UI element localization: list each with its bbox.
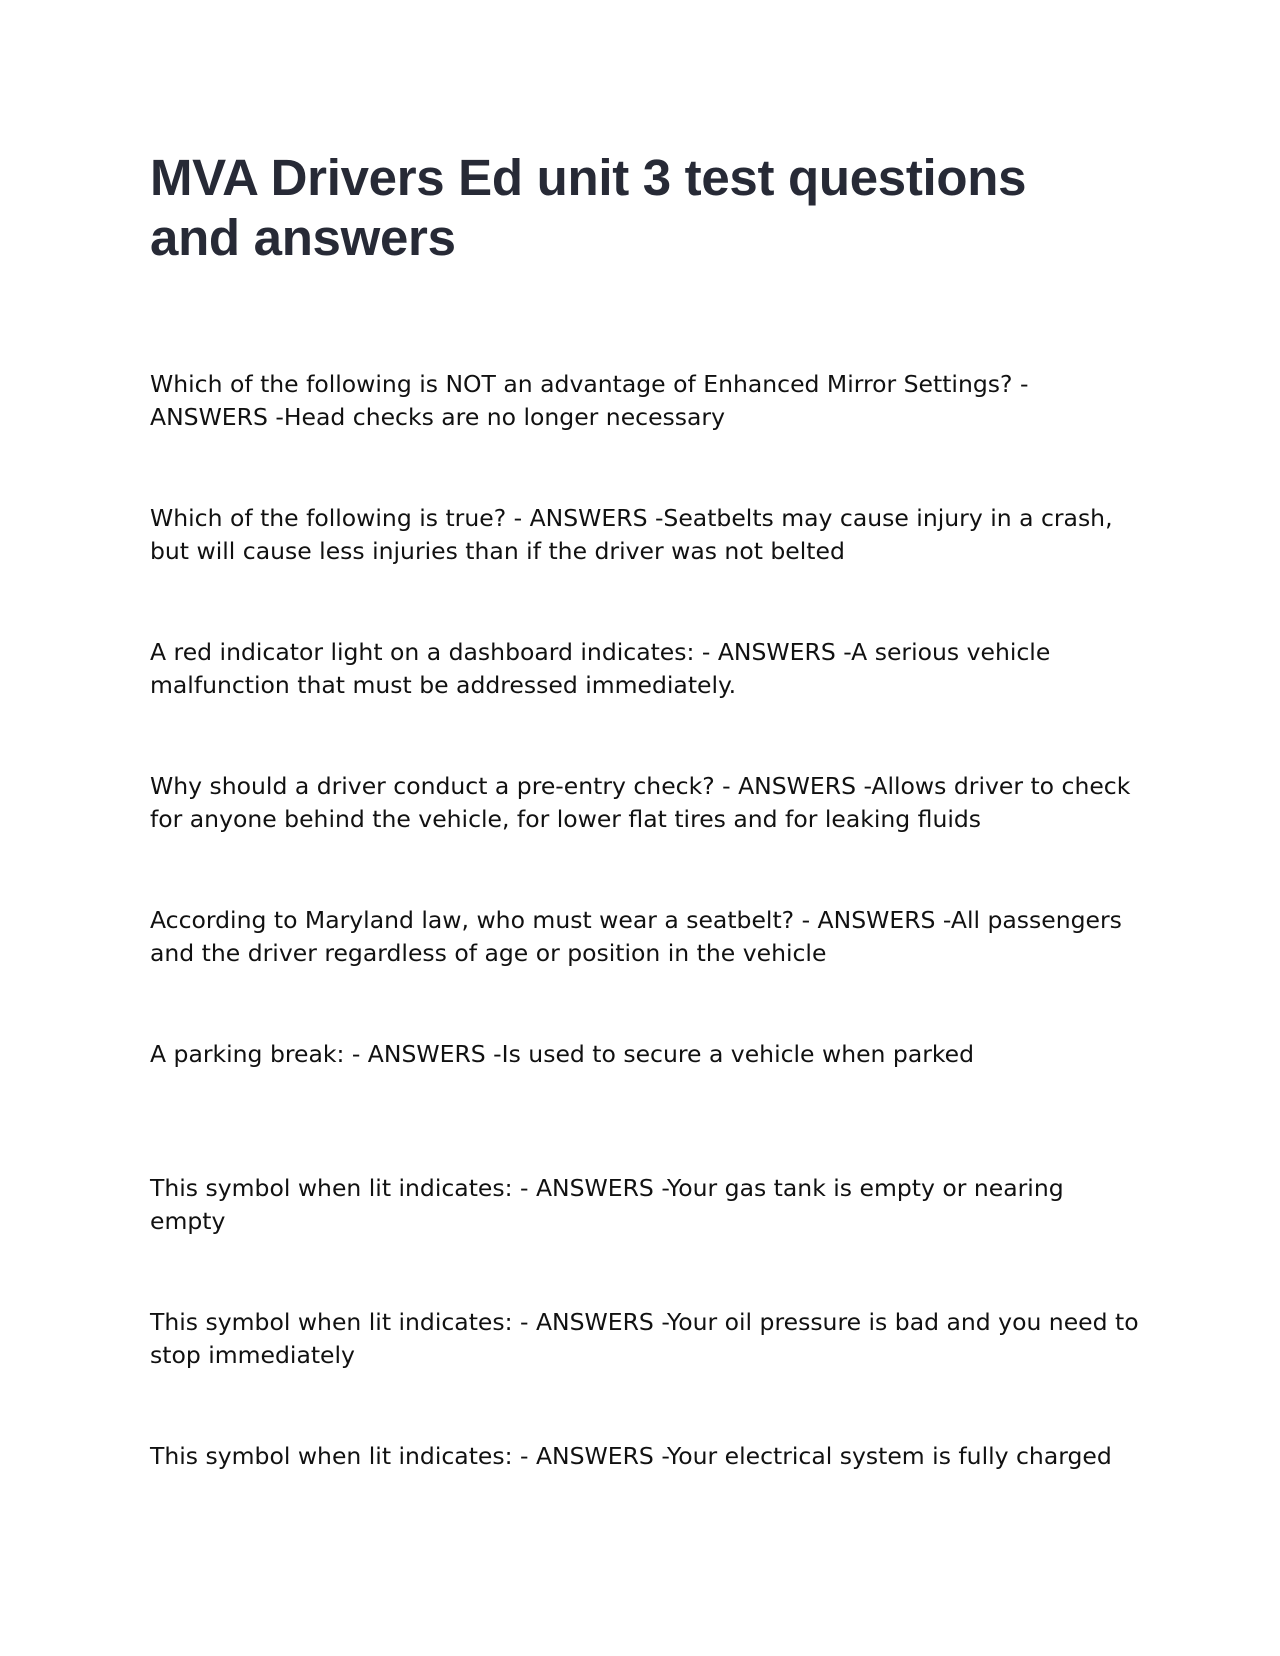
qa-item: A red indicator light on a dashboard indicates: - ANSWERS -A serious vehicle malfunction that must be addressed immediately. [150,638,1051,699]
qa-item: Why should a driver conduct a pre-entry check? - ANSWERS -Allows driver to check for anyone behind the vehicle, for lower flat tires and for leaking fluids [150,772,1131,833]
qa-item: This symbol when lit indicates: - ANSWERS -Your oil pressure is bad and you need to stop immediately [150,1308,1139,1369]
qa-item: This symbol when lit indicates: - ANSWERS -Your electrical system is fully charged [150,1442,1112,1470]
qa-item: According to Maryland law, who must wear a seatbelt? - ANSWERS -All passengers and the driver regardless of age or position in the vehicle [150,906,1122,967]
page-title: MVA Drivers Ed unit 3 test questions and answers [150,149,1027,266]
qa-item: This symbol when lit indicates: - ANSWERS -Your gas tank is empty or nearing empty [150,1174,1064,1235]
qa-item: A parking break: - ANSWERS -Is used to secure a vehicle when parked [150,1040,975,1068]
qa-list [150,368,1140,1574]
qa-item: Which of the following is true? - ANSWERS -Seatbelts may cause injury in a crash, but will cause less injuries than if the driver was not belted [150,504,1113,565]
qa-item: Which of the following is NOT an advantage of Enhanced Mirror Settings? - ANSWERS -Head checks are no longer necessary [150,370,1029,431]
